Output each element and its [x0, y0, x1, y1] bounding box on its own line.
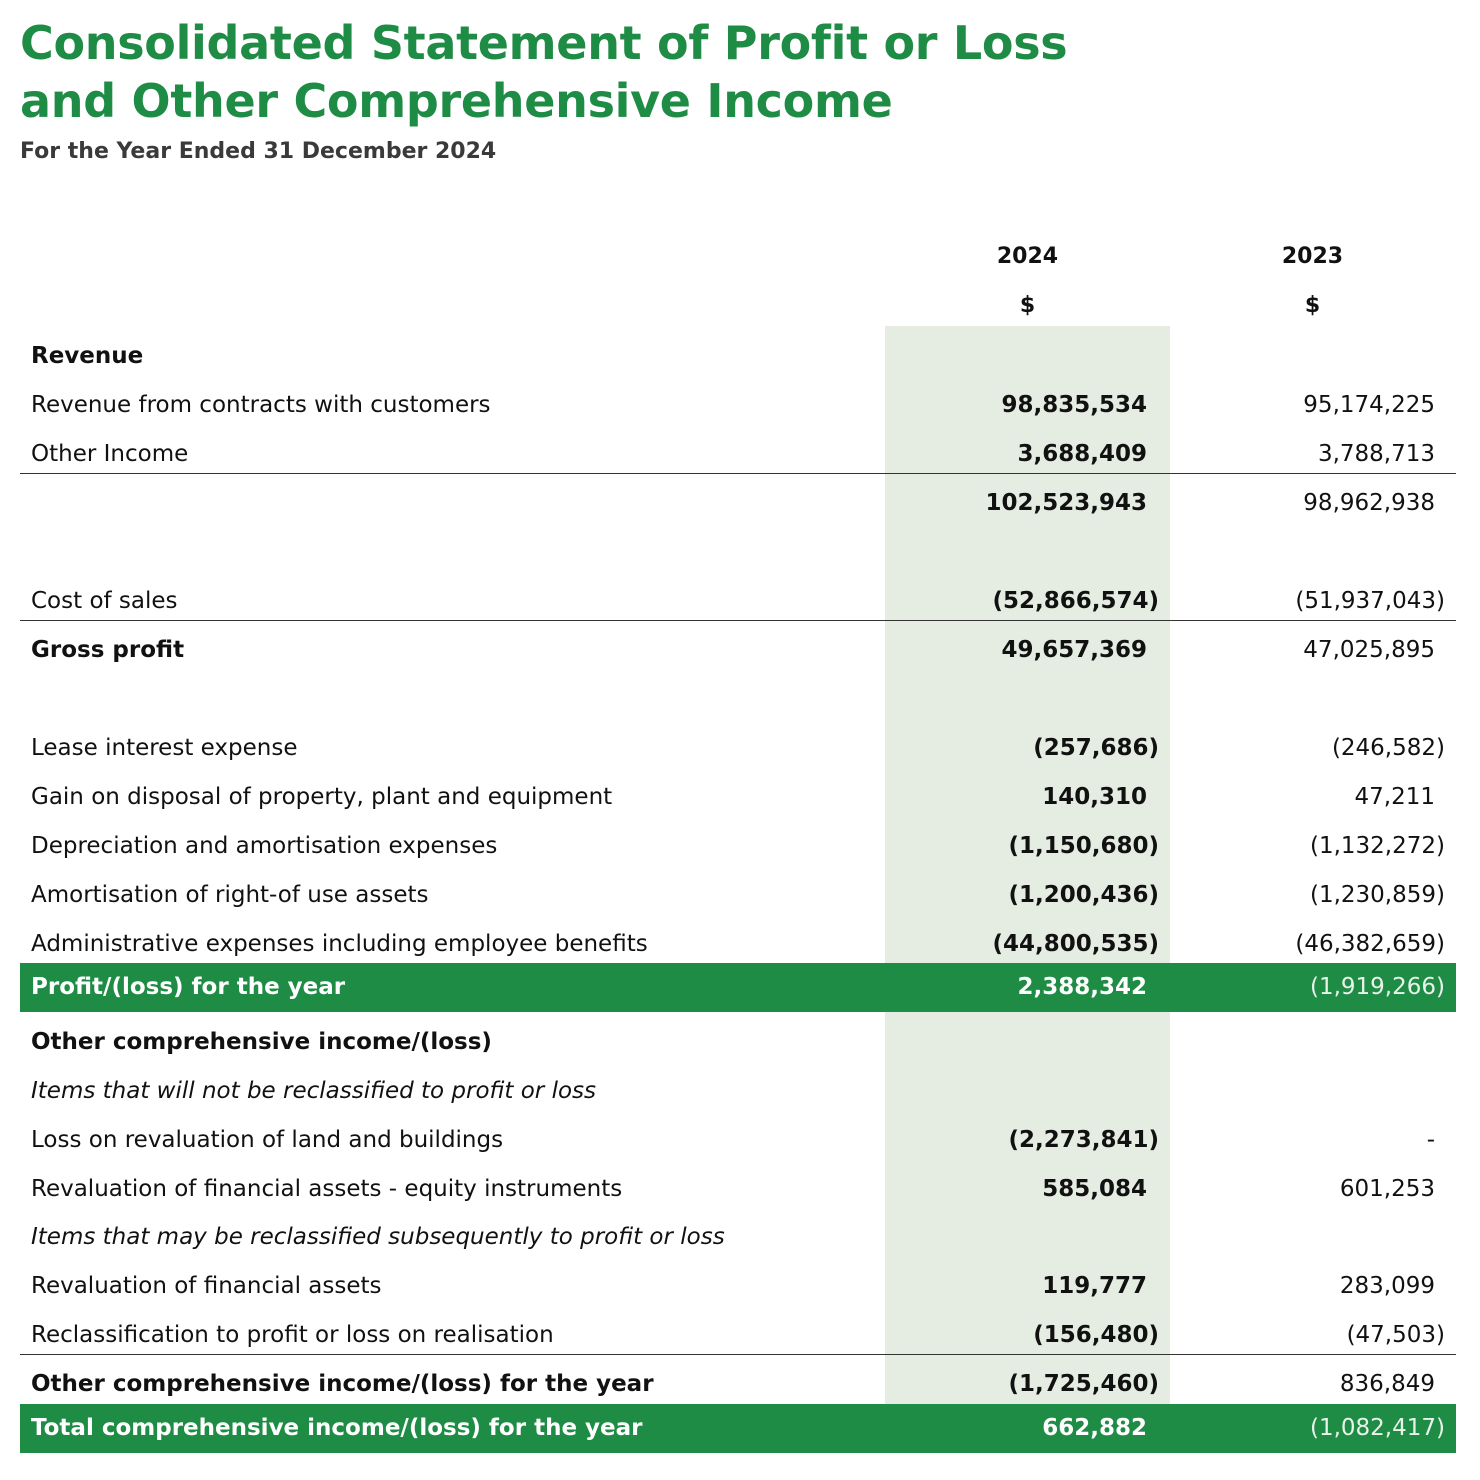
currency-2023: $	[1304, 293, 1321, 318]
value-2023: 283,099	[1339, 1273, 1435, 1299]
value-2023: 47,211	[1354, 784, 1435, 810]
value-2023: (51,937,043)	[1295, 588, 1445, 614]
statement-title	[20, 14, 1067, 130]
table-row	[20, 871, 1456, 920]
value-2024: 98,835,534	[1001, 392, 1147, 418]
value-2024: 49,657,369	[1001, 637, 1147, 663]
table-row	[20, 920, 1456, 969]
profit-loss-highlight-row	[20, 963, 1456, 1012]
value-2024: (1,150,680)	[1008, 833, 1159, 859]
table-row	[20, 773, 1456, 822]
value-2023: (47,503)	[1346, 1322, 1445, 1348]
row-label: Revenue	[31, 343, 144, 369]
value-2024: 3,688,409	[1017, 441, 1147, 467]
value-2023: 47,025,895	[1303, 637, 1435, 663]
table-row	[20, 1116, 1456, 1165]
row-label: Total comprehensive income/(loss) for the year	[31, 1415, 643, 1441]
row-label: Amortisation of right-of use assets	[31, 882, 429, 908]
value-2023: -	[1426, 1127, 1435, 1153]
value-2024: 585,084	[1042, 1176, 1147, 1202]
value-2023: (1,230,859)	[1309, 882, 1445, 908]
row-label: Depreciation and amortisation expenses	[31, 833, 498, 859]
value-2023: (1,082,417)	[1309, 1415, 1445, 1441]
value-2023: (1,132,272)	[1309, 833, 1445, 859]
title-line-2: and Other Comprehensive Income	[20, 74, 893, 128]
table-row	[20, 1165, 1456, 1214]
table-row	[20, 430, 1456, 479]
row-label: Loss on revaluation of land and buildings	[31, 1127, 504, 1153]
row-label: Revenue from contracts with customers	[31, 392, 491, 418]
value-2023: (1,919,266)	[1309, 974, 1445, 1000]
title-line-1: Consolidated Statement of Profit or Loss	[20, 16, 1068, 70]
value-2023: 3,788,713	[1317, 441, 1435, 467]
subtotal-rule	[20, 473, 1456, 474]
row-label: Revaluation of financial assets - equity instruments	[31, 1176, 623, 1202]
subsection-heading: Items that will not be reclassified to profit or loss	[31, 1078, 596, 1104]
table-row	[20, 577, 1456, 626]
value-2024: (52,866,574)	[992, 588, 1159, 614]
subsection-heading: Items that may be reclassified subsequently to profit or loss	[31, 1224, 725, 1250]
table-row	[20, 381, 1456, 430]
table-row	[20, 1018, 1456, 1067]
table-row	[20, 479, 1456, 528]
value-2024: (44,800,535)	[992, 931, 1159, 957]
value-2024: 140,310	[1042, 784, 1147, 810]
value-2023: (46,382,659)	[1295, 931, 1445, 957]
value-2024: 119,777	[1042, 1273, 1147, 1299]
row-label: Administrative expenses including employee benefits	[31, 931, 648, 957]
row-label: Revaluation of financial assets	[31, 1273, 382, 1299]
subtotal-rule	[20, 1354, 1456, 1355]
table-row	[20, 626, 1456, 675]
table-row	[20, 822, 1456, 871]
value-2023: 601,253	[1339, 1176, 1435, 1202]
row-label: Other comprehensive income/(loss) for the year	[31, 1371, 654, 1397]
column-header-2023: 2023	[1281, 244, 1344, 269]
table-row	[20, 1360, 1456, 1409]
section-heading: Other comprehensive income/(loss)	[31, 1029, 492, 1055]
total-comprehensive-highlight-row	[20, 1404, 1456, 1453]
row-label: Gross profit	[31, 637, 185, 663]
row-label: Profit/(loss) for the year	[31, 974, 346, 1000]
value-2024: 662,882	[1042, 1415, 1147, 1441]
row-label: Cost of sales	[31, 588, 178, 614]
value-2024: 2,388,342	[1017, 974, 1147, 1000]
table-row	[20, 1262, 1456, 1311]
value-2024: (156,480)	[1033, 1322, 1159, 1348]
value-2024: (1,725,460)	[1008, 1371, 1159, 1397]
subtotal-rule	[20, 620, 1456, 621]
row-label: Other Income	[31, 441, 189, 467]
value-2023: 836,849	[1339, 1371, 1435, 1397]
value-2024: (2,273,841)	[1008, 1127, 1159, 1153]
table-row	[20, 332, 1456, 381]
currency-2024: $	[1019, 293, 1036, 318]
table-row	[20, 1067, 1456, 1116]
statement-period: For the Year Ended 31 December 2024	[20, 139, 497, 164]
row-label: Gain on disposal of property, plant and equipment	[31, 784, 613, 810]
value-2023: 95,174,225	[1303, 392, 1435, 418]
table-row	[20, 724, 1456, 773]
table-row	[20, 1213, 1456, 1262]
value-2024: 102,523,943	[985, 490, 1147, 516]
table-row	[20, 1311, 1456, 1360]
column-header-2024: 2024	[996, 244, 1059, 269]
row-label: Reclassification to profit or loss on realisation	[31, 1322, 554, 1348]
row-label: Lease interest expense	[31, 735, 298, 761]
value-2023: 98,962,938	[1303, 490, 1435, 516]
value-2023: (246,582)	[1331, 735, 1445, 761]
value-2024: (1,200,436)	[1008, 882, 1159, 908]
value-2024: (257,686)	[1033, 735, 1159, 761]
